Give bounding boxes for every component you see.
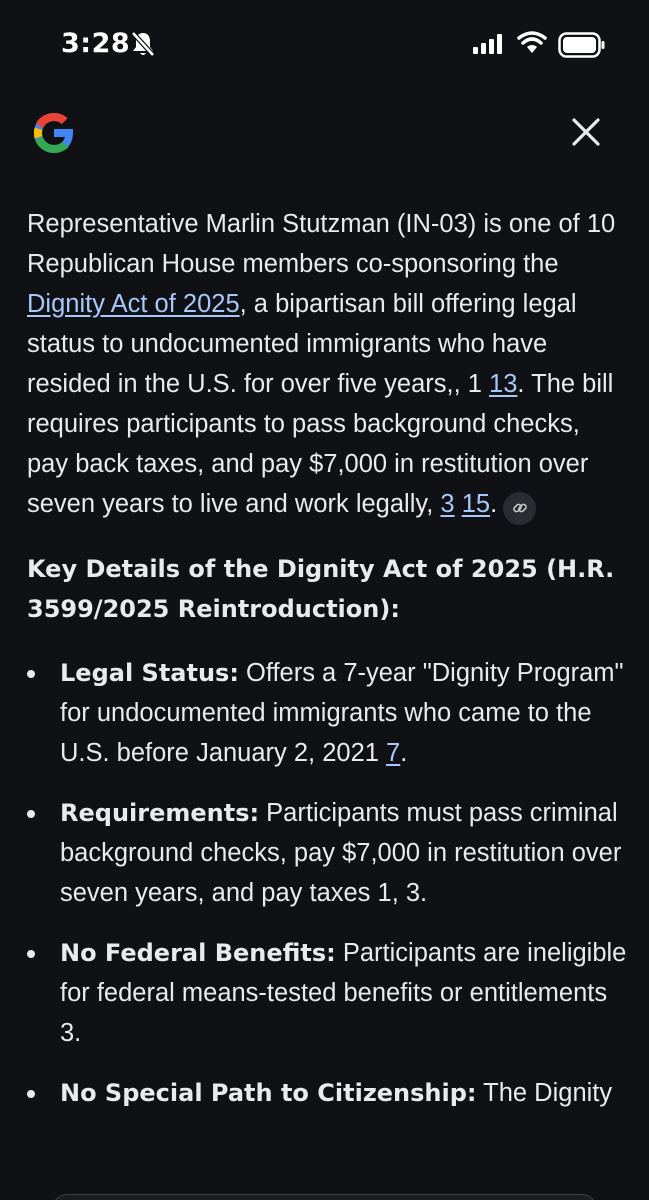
answer-text: . The bill requires participants to pass background checks, pay back taxes, and pay $7,000 in restitution over seven years to live and work legally, — [27, 370, 614, 518]
bell-off-icon — [130, 30, 156, 58]
battery-icon — [558, 32, 606, 58]
wifi-icon — [517, 31, 547, 55]
close-button[interactable] — [560, 106, 612, 158]
section-heading: Key Details of the Dignity Act of 2025 (H.R. 3599/2025 Reintroduction): — [27, 554, 615, 623]
item-label: Legal Status: — [60, 658, 239, 687]
item-label: Requirements: — [60, 798, 260, 827]
citation-link[interactable]: 15 — [461, 490, 491, 518]
item-text: Offers a 7-year "Dignity Program" for undocumented immigrants who came to the U.S. before January 2, 2021 — [60, 658, 624, 767]
item-text: Participants are ineligible for federal means-tested benefits or entitlements 3. — [60, 938, 627, 1047]
answer-paragraph — [27, 204, 627, 525]
list-item — [27, 793, 627, 913]
list-item — [27, 653, 627, 773]
close-icon — [571, 117, 601, 147]
answer-text: , a bipartisan bill offering legal status to undocumented immigrants who have resided in the U.S. for over five years,, 1 — [27, 290, 577, 398]
item-label: No Special Path to Citizenship: — [60, 1078, 477, 1107]
item-text: . — [400, 738, 408, 767]
status-bar — [0, 0, 649, 90]
list-item — [27, 1073, 627, 1113]
bottom-bar — [0, 1150, 649, 1200]
item-label: No Federal Benefits: — [60, 938, 336, 967]
answer-text: . — [490, 490, 498, 518]
citation-link[interactable]: 7 — [386, 738, 401, 767]
citation-link[interactable]: 3 — [440, 490, 455, 518]
item-text: The Dignity — [476, 1078, 613, 1107]
sources-link-button[interactable] — [503, 492, 536, 525]
signal-icon — [473, 34, 503, 54]
list-item — [27, 933, 627, 1053]
link-icon — [512, 500, 528, 516]
citation-link[interactable]: 13 — [489, 370, 518, 398]
ai-answer-content — [27, 204, 627, 1133]
bottom-input-bar[interactable] — [52, 1194, 597, 1200]
dignity-act-link[interactable]: Dignity Act of 2025 — [27, 290, 240, 318]
google-g-logo — [27, 109, 81, 157]
item-text: Participants must pass criminal background checks, pay $7,000 in restitution over seven years, and pay taxes 1, 3. — [60, 798, 622, 907]
answer-text: Representative Marlin Stutzman (IN-03) is one of 10 Republican House members co-sponsoring the — [27, 210, 616, 278]
status-time: 3:28 — [61, 28, 131, 59]
details-list — [27, 653, 627, 1113]
